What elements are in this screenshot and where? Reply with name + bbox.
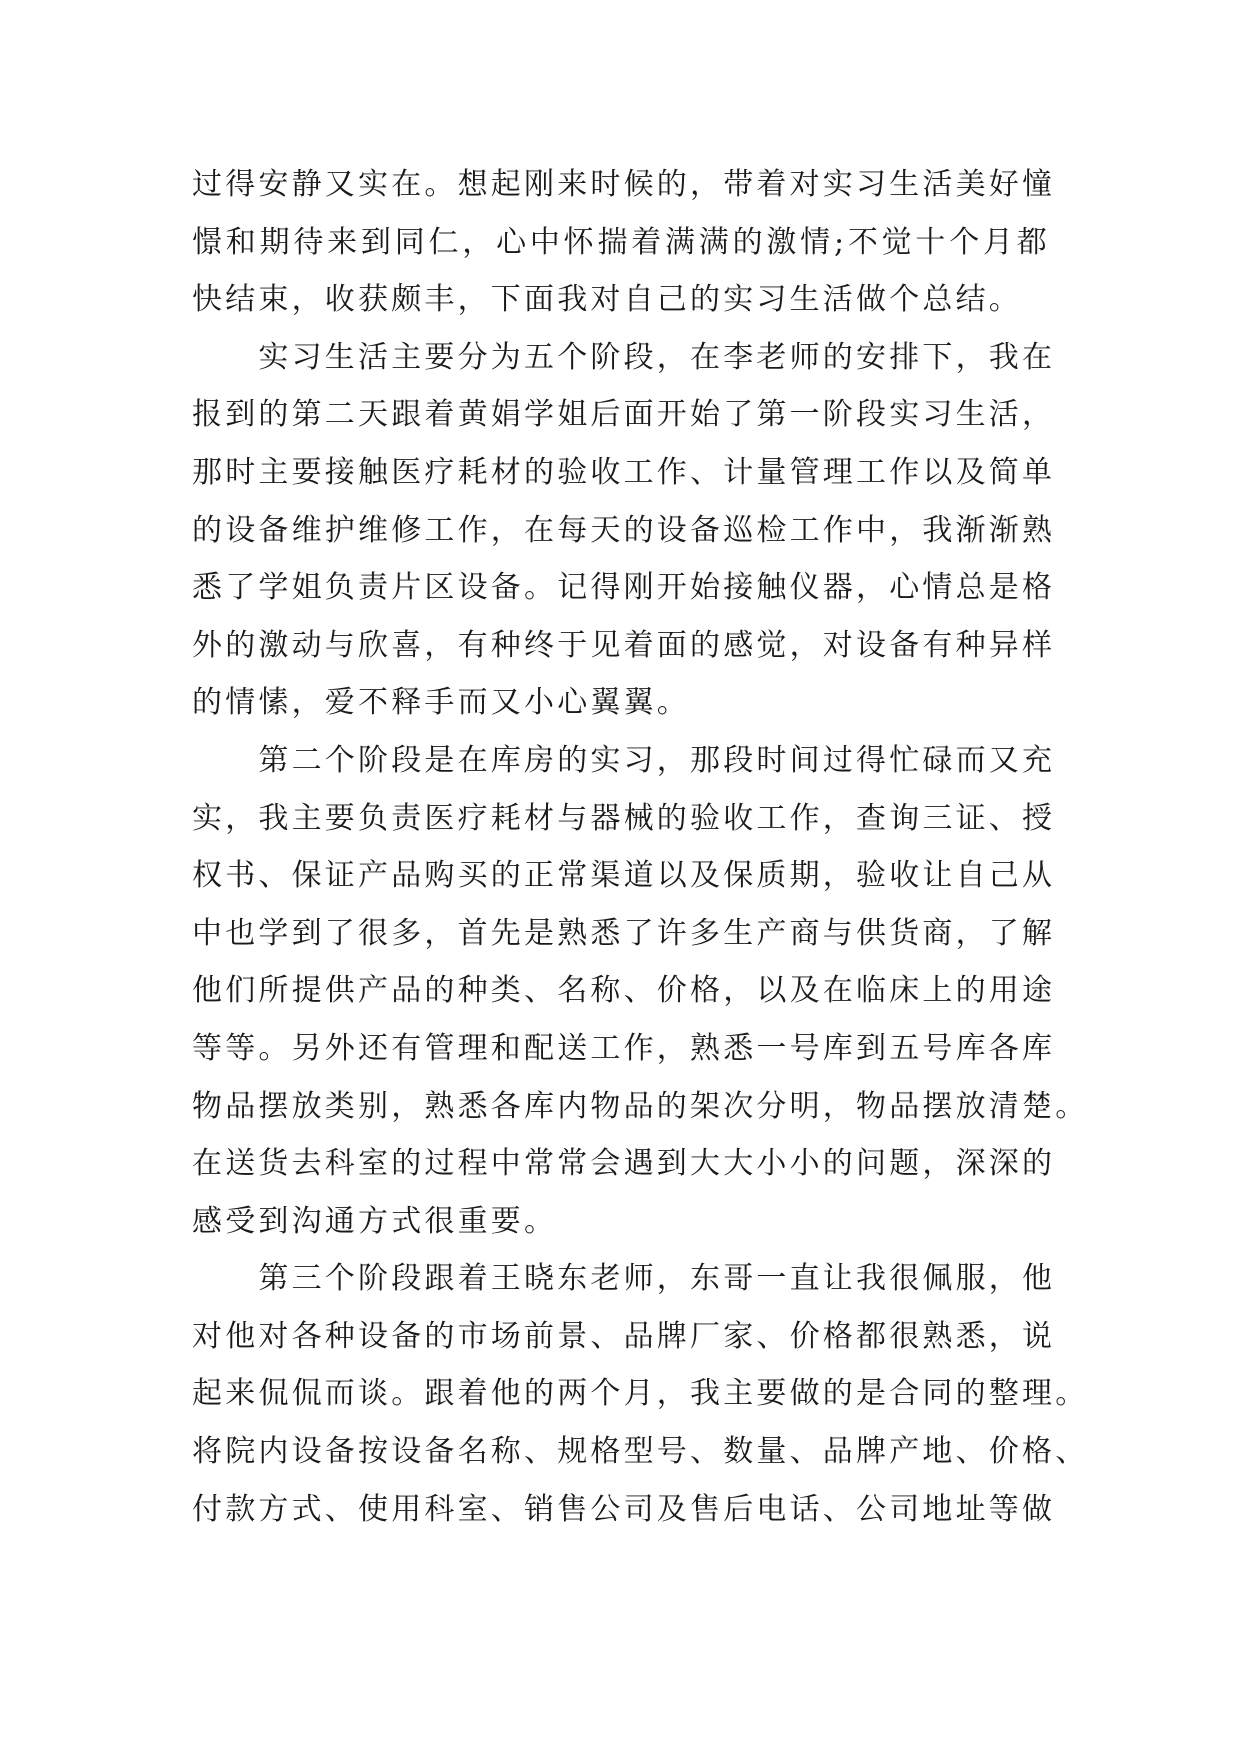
text-line: 在送货去科室的过程中常常会遇到大大小小的问题，深深的 xyxy=(192,1146,1056,1182)
text-line: 的设备维护维修工作，在每天的设备巡检工作中，我渐渐熟 xyxy=(192,512,1056,548)
text-line: 报到的第二天跟着黄娟学姐后面开始了第一阶段实习生活， xyxy=(192,397,1056,433)
page-body xyxy=(192,156,1089,1538)
text-line: 权书、保证产品购买的正常渠道以及保质期，验收让自己从 xyxy=(192,858,1056,894)
paragraph xyxy=(192,156,1056,329)
paragraph xyxy=(192,1250,1089,1538)
text-line: 过得安静又实在。想起刚来时候的，带着对实习生活美好憧 xyxy=(192,167,1056,202)
text-line: 的情愫，爱不释手而又小心翼翼。 xyxy=(192,685,690,721)
text-line: 对他对各种设备的市场前景、品牌厂家、价格都很熟悉，说 xyxy=(192,1318,1056,1354)
text-line: 外的激动与欣喜，有种终于见着面的感觉，对设备有种异样 xyxy=(192,627,1056,663)
text-line: 等等。另外还有管理和配送工作，熟悉一号库到五号库各库 xyxy=(192,1030,1056,1066)
text-line: 他们所提供产品的种类、名称、价格，以及在临床上的用途 xyxy=(192,973,1056,1009)
text-line: 实习生活主要分为五个阶段，在李老师的安排下，我在 xyxy=(192,339,1056,375)
text-line: 那时主要接触医疗耗材的验收工作、计量管理工作以及简单 xyxy=(192,454,1056,490)
paragraph xyxy=(192,329,1056,732)
text-line: 物品摆放类别，熟悉各库内物品的架次分明，物品摆放清楚。 xyxy=(192,1088,1089,1124)
text-line: 第三个阶段跟着王晓东老师，东哥一直让我很佩服，他 xyxy=(192,1261,1056,1297)
text-line: 憬和期待来到同仁，心中怀揣着满满的激情;不觉十个月都 xyxy=(192,224,1050,260)
text-line: 快结束，收获颇丰，下面我对自己的实习生活做个总结。 xyxy=(192,282,1022,318)
text-line: 感受到沟通方式很重要。 xyxy=(192,1203,558,1239)
text-line: 付款方式、使用科室、销售公司及售后电话、公司地址等做 xyxy=(192,1491,1056,1527)
text-line: 第二个阶段是在库房的实习，那段时间过得忙碌而又充 xyxy=(192,742,1056,778)
text-line: 起来侃侃而谈。跟着他的两个月，我主要做的是合同的整理。 xyxy=(192,1376,1089,1412)
text-line: 悉了学姐负责片区设备。记得刚开始接触仪器，心情总是格 xyxy=(192,570,1056,606)
paragraph xyxy=(192,732,1089,1250)
text-line: 将院内设备按设备名称、规格型号、数量、品牌产地、价格、 xyxy=(192,1434,1089,1470)
text-line: 中也学到了很多，首先是熟悉了许多生产商与供货商，了解 xyxy=(192,915,1056,951)
text-line: 实，我主要负责医疗耗材与器械的验收工作，查询三证、授 xyxy=(192,800,1056,836)
